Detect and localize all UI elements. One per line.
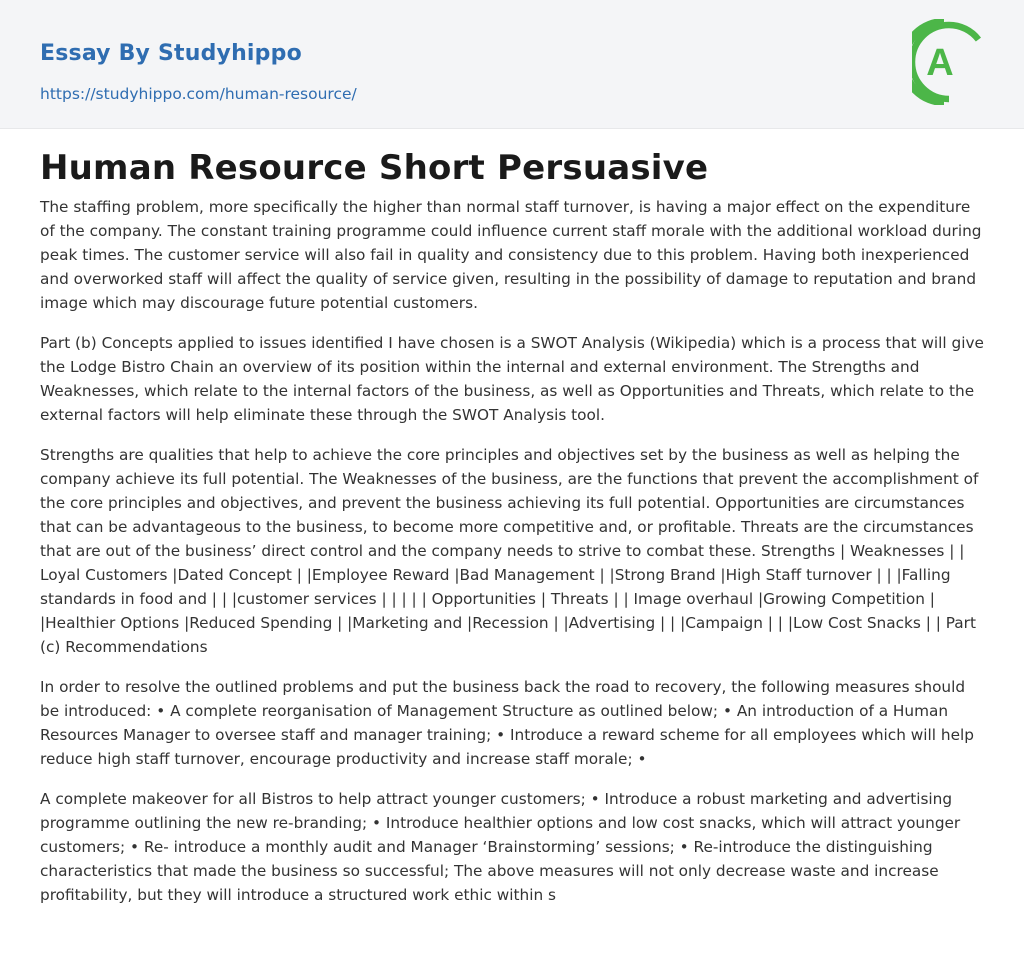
- paragraph-2: Part (b) Concepts applied to issues identified I have chosen is a SWOT Analysis (Wikipedia) which is a process that will give the Lodge Bistro Chain an overview of its position within the internal and external environment. The Strengths and Weaknesses, which relate to the internal factors of the business, as well as Opportunities and Threats, which relate to the external factors will help eliminate these through the SWOT Analysis tool.: [40, 334, 984, 424]
- site-brand[interactable]: Essay By Studyhippo: [40, 41, 302, 66]
- logo-letter: A: [926, 42, 954, 84]
- essay-url-link[interactable]: https://studyhippo.com/human-resource/: [40, 85, 357, 103]
- paragraph-4: In order to resolve the outlined problems and put the business back the road to recovery, the following measures should be introduced: • A complete reorganisation of Management Structure as outlined below; • An introduction of a Human Resources Manager to oversee staff and manager training; • Introduce a reward scheme for all employees which will help reduce high staff turnover, encourage productivity and increase staff morale; •: [40, 678, 974, 768]
- article-title: Human Resource Short Persuasive: [40, 148, 709, 188]
- paragraph-3: Strengths are qualities that help to achieve the core principles and objectives set by the business as well as helping the company achieve its full potential. The Weaknesses of the business, are the functions that prevent the accomplishment of the core principles and objectives, and prevent the business achieving its full potential. Opportunities are circumstances that can be advantageous to the business, to become more competitive and, or profitable. Threats are the circumstances that are out of the business’ direct control and the company needs to strive to combat these. Strengths | Weaknesses | | Loyal Customers |Dated Concept | |Employee Reward |Bad Management | |Strong Brand |High Staff turnover | | |Falling standards in food and | | |customer services | | | | | Opportunities | Threats | | Image overhaul |Growing Competition | |Healthier Options |Reduced Spending | |Marketing and |Recession | |Advertising | | |Campaign | | |Low Cost Snacks | | Part (c) Recommendations: [40, 446, 979, 656]
- paragraph-1: The staffing problem, more specifically the higher than normal staff turnover, is having a major effect on the expenditure of the company. The constant training programme could influence current staff morale with the additional workload during peak times. The customer service will also fail in quality and consistency due to this problem. Having both inexperienced and overworked staff will affect the quality of service given, resulting in the possibility of damage to reputation and brand image which may discourage future potential customers.: [40, 198, 982, 312]
- site-header: [0, 0, 1024, 129]
- paragraph-5: A complete makeover for all Bistros to help attract younger customers; • Introduce a robust marketing and advertising programme outlining the new re-branding; • Introduce healthier options and low cost snacks, which will attract younger customers; • Re- introduce a monthly audit and Manager ‘Brainstorming’ sessions; • Re-introduce the distinguishing characteristics that made the business so successful; The above measures will not only decrease waste and increase profitability, but they will introduce a structured work ethic within s: [40, 790, 961, 904]
- studyhippo-logo-icon[interactable]: [912, 19, 986, 105]
- article: [0, 129, 1024, 907]
